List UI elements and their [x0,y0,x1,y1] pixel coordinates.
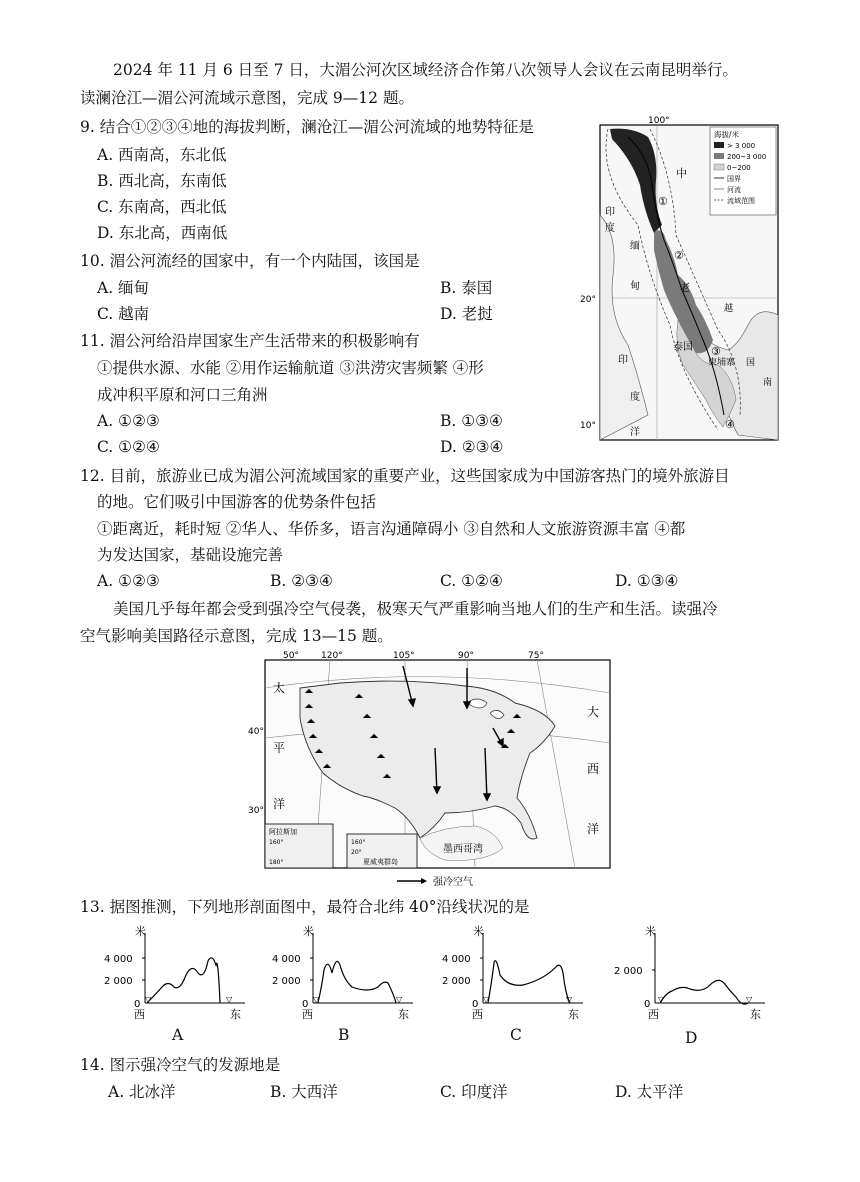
profile-a-letter: A [172,1026,184,1044]
map1-marker-1: ① [658,195,668,208]
q12-stem-2: 的地。它们吸引中国游客的优势条件包括 [97,493,377,511]
q10-option-c: C. 越南 [97,305,150,323]
map1-label-ocean1: 印 [618,355,628,366]
profile-d [610,925,770,1020]
map2-atlantic-1: 大 [587,705,600,719]
profile-d-east: 东 [750,1008,761,1020]
q12-option-c: C. ①②④ [440,572,503,590]
intro-line-2: 读澜沧江—湄公河流域示意图，完成 9—12 题。 [80,89,414,107]
map2-lon-50: 50° [283,651,299,661]
map1-legend-border: 国界 [727,175,741,183]
profile-c-tick-2000: 2 000 [442,976,471,987]
q11-option-c: C. ①②④ [97,438,160,456]
q11-option-b: B. ①③④ [440,412,503,430]
map2-pacific-1: 太 [273,681,286,695]
q11-items-1: ①提供水源、水能 ②用作运输航道 ③洪涝灾害频繁 ④形 [97,359,484,377]
map1-legend-title: 海拔/米 [714,130,740,139]
svg-text:▽: ▽ [313,995,320,1004]
map1-label-region: 国 [746,358,756,368]
profile-c-letter: C [510,1026,522,1044]
profile-b [268,925,418,1020]
profile-d-letter: D [685,1029,698,1047]
profile-b-letter: B [338,1026,350,1044]
svg-text:▽: ▽ [226,995,233,1004]
q14-option-b: B. 大西洋 [270,1083,338,1101]
q9-stem: 9. 结合①②③④地的海拔判断，澜沧江—湄公河流域的地势特征是 [80,118,534,136]
map2-inset-lon1: 160° [269,839,284,846]
map1-label-cambodia: 柬埔寨 [708,358,736,368]
q13-stem: 13. 据图推测，下列地形剖面图中，最符合北纬 40°沿线状况的是 [80,898,530,916]
profile-d-tick-0: 0 [644,999,651,1010]
map2-pacific-3: 洋 [273,797,286,811]
profile-c-west: 西 [472,1008,483,1020]
q9-option-b: B. 西北高，东南低 [97,172,227,190]
profile-c-tick-4000: 4 000 [442,954,471,965]
profile-b-tick-0: 0 [302,999,309,1010]
map1-label-ocean2: 度 [630,392,640,403]
intro-line-1: 2024 年 11 月 6 日至 7 日，大湄公河次区域经济合作第八次领导人会议在云南昆明举行。 [113,61,738,79]
profile-b-west: 西 [302,1008,313,1020]
map1-label-india2: 度 [605,223,615,234]
q11-option-a: A. ①②③ [97,412,160,430]
map1-marker-3: ③ [711,345,721,358]
profile-a-tick-0: 0 [134,999,141,1010]
map1-label-thailand: 泰国 [673,342,693,353]
map2-lat-40: 40° [248,727,264,737]
q9-option-d: D. 东北高，西南低 [97,224,228,242]
map2-lon-90: 90° [458,651,474,661]
q10-option-a: A. 缅甸 [97,279,150,297]
svg-text:▽: ▽ [483,995,490,1004]
profile-a-west: 西 [134,1008,145,1020]
q9-option-c: C. 东南高，西北低 [97,198,227,216]
profile-b-unit: 米 [303,925,314,938]
map1-legend-mid: 200~3 000 [727,153,767,161]
q11-items-2: 成冲积平原和河口三角洲 [97,386,268,404]
map2-legend-label: 强冷空气 [433,877,473,888]
svg-text:▽: ▽ [658,995,665,1004]
profile-a [100,925,250,1020]
svg-text:▽: ▽ [396,995,403,1004]
profile-b-east: 东 [398,1008,409,1020]
map1-legend-basin: 流域范围 [727,197,755,205]
q10-option-d: D. 老挝 [440,305,493,323]
map2-pacific-2: 平 [273,741,286,755]
map2-inset-alaska: 阿拉斯加 [269,828,297,836]
map2-lon-75: 75° [528,651,544,661]
profile-c-unit: 米 [473,925,484,938]
map1-marker-2: ② [674,249,684,262]
map1-legend-low: 0~200 [727,164,751,172]
svg-text:▽: ▽ [566,995,573,1004]
profile-c [438,925,588,1020]
svg-text:▽: ▽ [145,995,152,1004]
profile-d-tick-2000: 2 000 [614,966,643,977]
map2-inset-lon2: 180° [269,859,284,866]
map1-legend-high: > 3 000 [727,142,756,150]
map2-inset-lat: 20° [351,849,362,856]
map1-label-myanmar1: 缅 [630,241,640,252]
map1-label-vietnam1: 越 [724,304,734,314]
usa-cold-air-map [245,648,615,888]
map1-lat-20: 20° [580,295,596,305]
profile-d-unit: 米 [645,925,656,938]
map1-lat-10: 10° [580,421,596,431]
q12-items-1: ①距离近，耗时短 ②华人、华侨多，语言沟通障碍小 ③自然和人文旅游资源丰富 ④都 [97,520,686,538]
map2-inset-hawaii: 夏威夷群岛 [363,858,398,866]
map2-lon-105: 105° [393,651,415,661]
map2-atlantic-2: 西 [587,762,600,776]
map1-label-vietnam2: 南 [763,378,773,388]
q12-items-2: 为发达国家，基础设施完善 [97,546,284,564]
profile-a-tick-4000: 4 000 [104,954,133,965]
q10-option-b: B. 泰国 [440,279,493,297]
q14-option-c: C. 印度洋 [440,1083,508,1101]
q14-stem: 14. 图示强冷空气的发源地是 [80,1056,281,1074]
map2-atlantic-3: 洋 [587,822,600,836]
map1-label-india: 印 [605,207,615,218]
q12-option-b: B. ②③④ [270,572,333,590]
q14-option-d: D. 太平洋 [615,1083,684,1101]
map2-legend [395,872,495,890]
map2-inset-lon3: 160° [351,839,366,846]
map1-legend-river: 河流 [727,186,741,194]
intro2-line-1: 美国几乎每年都会受到强冷空气侵袭，极寒天气严重影响当地人们的生产和生活。读强冷 [113,600,718,618]
q10-stem: 10. 湄公河流经的国家中，有一个内陆国，该国是 [80,252,420,270]
q11-option-d: D. ②③④ [440,438,504,456]
q14-option-a: A. 北冰洋 [108,1083,176,1101]
arrow-icon [421,878,427,884]
profile-b-tick-2000: 2 000 [272,976,301,987]
profile-d-west: 西 [648,1008,659,1020]
q9-option-a: A. 西南高，东北低 [97,146,227,164]
profile-b-tick-4000: 4 000 [272,954,301,965]
q12-option-a: A. ①②③ [97,572,160,590]
map1-label-china: 中 [676,167,687,180]
mekong-basin-map [578,115,783,445]
svg-text:▽: ▽ [746,995,753,1004]
profile-a-east: 东 [230,1008,241,1020]
map1-lon-label: 100° [648,116,670,126]
map2-gulf-label: 墨西哥湾 [443,844,483,855]
map2-lon-120: 120° [321,651,343,661]
map1-marker-4: ④ [725,418,735,431]
map1-label-laos: 老 [680,283,690,294]
q12-option-d: D. ①③④ [615,572,679,590]
profile-c-east: 东 [568,1008,579,1020]
q11-stem: 11. 湄公河给沿岸国家生产生活带来的积极影响有 [80,332,420,350]
map1-label-myanmar2: 甸 [630,281,640,292]
map1-label-ocean3: 洋 [630,427,640,438]
profile-c-tick-0: 0 [472,999,479,1010]
q12-stem-1: 12. 目前，旅游业已成为湄公河流域国家的重要产业，这些国家成为中国游客热门的境外旅游目 [80,467,730,485]
map2-lat-30: 30° [248,806,264,816]
profile-a-tick-2000: 2 000 [104,976,133,987]
intro2-line-2: 空气影响美国路径示意图，完成 13—15 题。 [80,627,393,645]
profile-a-unit: 米 [135,925,146,938]
